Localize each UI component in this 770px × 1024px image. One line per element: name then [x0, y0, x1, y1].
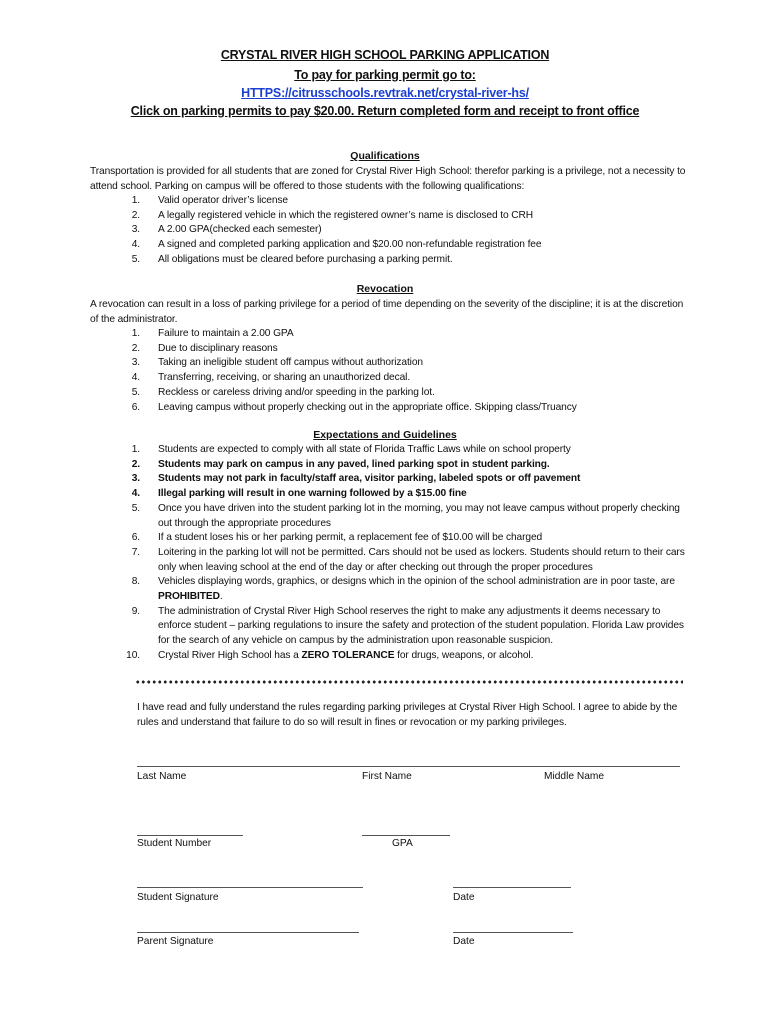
- list-item: 8. Vehicles displaying words, graphics, or designs which in the opinion of the school administration are in poor taste, are PROHIBITED.: [131, 576, 675, 603]
- list-item: 1. Students are expected to comply with all state of Florida Traffic Laws while on school property: [131, 444, 571, 455]
- list-item: 9. The administration of Crystal River High School reserves the right to make any adjustments it deems necessary to enforce student – parking regulations to insure the safety and protection of the student population. Florida Law provides for the search of any vehicle on campus by the administration upon reasonable suspicion.: [131, 605, 684, 647]
- list-item: 3. Taking an ineligible student off campus without authorization: [131, 357, 423, 369]
- list-item: 6. Leaving campus without properly checking out in the appropriate office. Skipping class/Truancy: [131, 401, 577, 413]
- revocation-list: [110, 327, 690, 415]
- revocation-intro: A revocation can result in a loss of parking privilege for a period of time depending on the severity of the discipline; it is at the discretion of the administrator.: [90, 299, 684, 325]
- dotted-divider: [135, 680, 683, 684]
- agreement-statement: I have read and fully understand the rules regarding parking privileges at Crystal River High School. I agree to abide by the rules and understand that failure to do so will result in fines or revocation or my parking privileges.: [137, 702, 678, 728]
- list-item: 7. Loitering in the parking lot will not be permitted. Cars should not be used as lockers. Students should return to their cars only when leaving school at the end of the day or after checking out through the proper procedures: [131, 546, 685, 573]
- date-label-2: Date: [453, 936, 475, 947]
- return-instruction: Click on parking permits to pay $20.00. Return completed form and receipt to front office: [130, 103, 640, 118]
- first-name-label: First Name: [362, 771, 412, 782]
- list-item: 2. Students may park on campus in any paved, lined parking spot in student parking.: [131, 458, 550, 470]
- qualifications-list: [110, 194, 690, 268]
- parent-signature-label: Parent Signature: [137, 936, 214, 947]
- expectations-heading: Expectations and Guidelines: [313, 429, 457, 441]
- list-item: 1. Failure to maintain a 2.00 GPA: [131, 328, 294, 339]
- gpa-line[interactable]: [362, 835, 450, 836]
- payment-link[interactable]: HTTPS://citrusschools.revtrak.net/crystal-river-hs/: [241, 85, 529, 100]
- list-item: 4. Illegal parking will result in one warning followed by a $15.00 fine: [131, 488, 467, 500]
- expectations-list: [110, 443, 690, 664]
- document-title: CRYSTAL RIVER HIGH SCHOOL PARKING APPLICATION: [220, 47, 550, 62]
- qualifications-intro: Transportation is provided for all students that are zoned for Crystal River High School: therefor parking is a privilege, not a necessity to attend school. Parking on campus will be offered to those students with the following qualifications:: [90, 166, 686, 192]
- list-item: 4. A signed and completed parking application and $20.00 non-refundable registration fee: [131, 239, 542, 251]
- list-item: 3. A 2.00 GPA(checked each semester): [131, 224, 322, 236]
- list-item: 3. Students may not park in faculty/staff area, visitor parking, labeled spots or off pavement: [131, 473, 581, 485]
- list-item: 2. Due to disciplinary reasons: [131, 342, 278, 354]
- list-item: 5. Once you have driven into the student parking lot in the morning, you may not leave campus without properly checking out through the appropriate procedures: [131, 502, 680, 529]
- gpa-label: GPA: [392, 838, 413, 849]
- list-item: 1. Valid operator driver’s license: [131, 195, 288, 206]
- list-item: 5. All obligations must be cleared before purchasing a parking permit.: [131, 253, 453, 265]
- list-item: 6. If a student loses his or her parking permit, a replacement fee of $10.00 will be charged: [131, 532, 543, 544]
- pay-instruction: To pay for parking permit go to:: [294, 67, 476, 82]
- list-item: 5. Reckless or careless driving and/or speeding in the parking lot.: [131, 386, 435, 398]
- student-number-label: Student Number: [137, 838, 212, 849]
- name-field-line[interactable]: [137, 766, 680, 767]
- last-name-label: Last Name: [137, 771, 187, 782]
- revocation-heading: Revocation: [356, 283, 414, 295]
- date-line-1[interactable]: [453, 887, 571, 888]
- student-number-line[interactable]: [137, 835, 243, 836]
- list-item: 2. A legally registered vehicle in which the registered owner’s name is disclosed to CRH: [131, 209, 534, 221]
- student-signature-line[interactable]: [137, 887, 363, 888]
- student-signature-label: Student Signature: [137, 892, 219, 903]
- date-line-2[interactable]: [453, 932, 573, 933]
- qualifications-heading: Qualifications: [350, 150, 420, 162]
- parent-signature-line[interactable]: [137, 932, 359, 933]
- list-item: 10. Crystal River High School has a ZERO TOLERANCE for drugs, weapons, or alcohol.: [126, 649, 534, 661]
- middle-name-label: Middle Name: [544, 771, 605, 782]
- list-item: 4. Transferring, receiving, or sharing an unauthorized decal.: [131, 372, 411, 384]
- date-label-1: Date: [453, 892, 475, 903]
